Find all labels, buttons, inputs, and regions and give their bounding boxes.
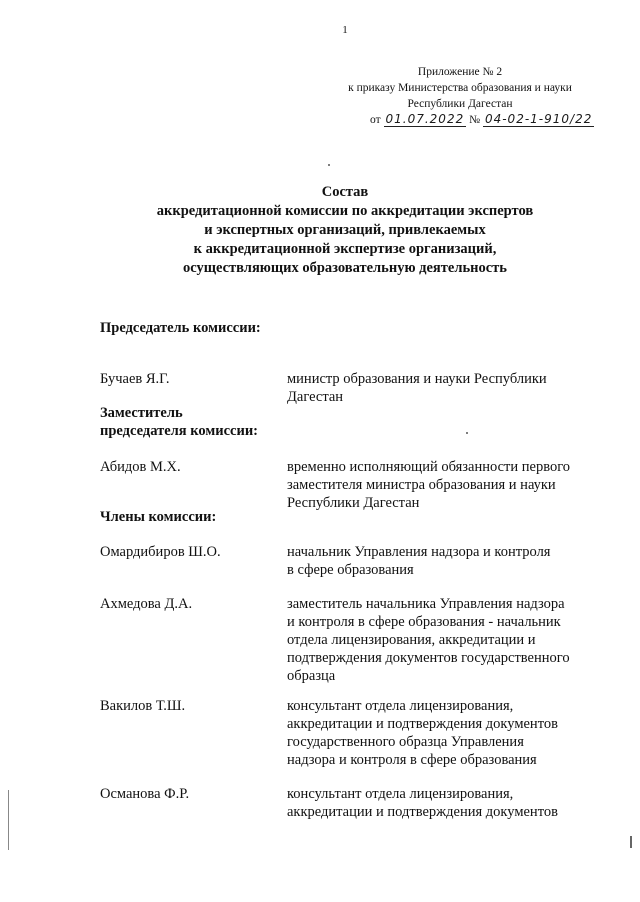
deputy-heading-line-2: председателя комиссии: (100, 423, 259, 439)
scan-speck (328, 164, 330, 166)
member-name-2: Абидов М.Х. (100, 459, 181, 475)
document-title (60, 183, 630, 278)
order-date: 01.07.2022 (385, 112, 465, 126)
deputy-heading (100, 404, 258, 440)
member-name-6: Османова Ф.Р. (100, 786, 190, 802)
title-line-2: аккредитационной комиссии по аккредитации экспертов (156, 203, 534, 219)
position-line: аккредитации и подтверждения документов (287, 716, 558, 732)
title-line-1: Состав (321, 184, 369, 200)
position-line: временно исполняющий обязанности первого (287, 459, 571, 475)
member-name-3: Омардибиров Ш.О. (100, 544, 221, 560)
position-line: аккредитации и подтверждения документов (287, 804, 558, 820)
position-line: министр образования и науки Республики (287, 371, 547, 387)
title-line-3: и экспертных организаций, привлекаемых (204, 222, 486, 238)
position-line: консультант отдела лицензирования, (287, 786, 514, 802)
position-line: начальник Управления надзора и контроля (287, 544, 551, 560)
appendix-order-ref: к приказу Министерства образования и науки (348, 82, 572, 94)
position-line: заместителя министра образования и науки (287, 477, 556, 493)
member-position-2 (287, 458, 627, 512)
member-position-1 (287, 370, 627, 406)
position-line: государственного образца Управления (287, 734, 524, 750)
position-line: Дагестан (287, 389, 344, 405)
scan-speck (466, 432, 468, 434)
scan-edge-mark (630, 836, 632, 848)
from-label: от (370, 114, 381, 126)
title-line-5: осуществляющих образовательную деятельность (183, 260, 507, 276)
position-line: заместитель начальника Управления надзора (287, 596, 565, 612)
member-name-5: Вакилов Т.Ш. (100, 698, 186, 714)
member-position-4 (287, 595, 627, 685)
position-line: в сфере образования (287, 562, 414, 578)
deputy-heading-line-1: Заместитель (100, 405, 183, 421)
position-line: подтверждения документов государственного (287, 650, 570, 666)
member-name-4: Ахмедова Д.А. (100, 596, 193, 612)
position-line: надзора и контроля в сфере образования (287, 752, 537, 768)
appendix-title: Приложение № 2 (417, 66, 503, 78)
member-name-1: Бучаев Я.Г. (100, 371, 170, 387)
appendix-republic: Республики Дагестан (407, 98, 513, 110)
member-position-6 (287, 785, 627, 821)
position-line: Республики Дагестан (287, 495, 420, 511)
title-line-4: к аккредитационной экспертизе организаций, (193, 241, 497, 257)
member-position-3 (287, 543, 627, 579)
position-line: и контроля в сфере образования - начальник (287, 614, 561, 630)
order-date-number (370, 112, 594, 126)
member-position-5 (287, 697, 627, 769)
scan-edge-line (8, 790, 9, 850)
order-number: 04-02-1-910/22 (484, 112, 593, 126)
members-heading: Члены комиссии: (100, 509, 217, 525)
position-line: консультант отдела лицензирования, (287, 698, 514, 714)
appendix-header (330, 64, 590, 112)
chairman-heading: Председатель комиссии: (100, 320, 261, 336)
number-label: № (469, 114, 481, 126)
position-line: отдела лицензирования, аккредитации и (287, 632, 536, 648)
page-number: 1 (342, 24, 348, 36)
position-line: образца (287, 668, 336, 684)
